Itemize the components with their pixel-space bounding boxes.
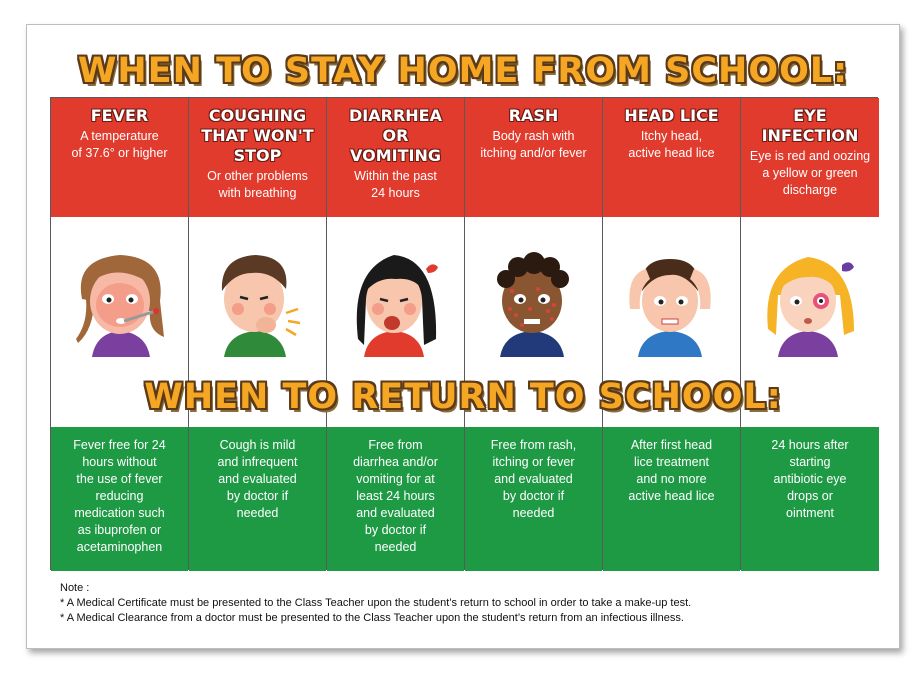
- return-cell: [465, 427, 602, 571]
- return-criteria: Free from rash, itching or fever and evaluated by doctor if needed: [490, 438, 577, 520]
- return-criteria: Free from diarrhea and/or vomiting for at least 24 hours and evaluated by doctor if needed: [353, 438, 438, 554]
- stay-home-title: WHEN TO STAY HOME FROM SCHOOL:: [77, 51, 849, 91]
- condition-header: [189, 98, 326, 217]
- condition-title: HEAD LICE: [624, 106, 719, 125]
- condition-description: Itchy head, active head lice: [628, 129, 715, 160]
- condition-description: Body rash with itching and/or fever: [480, 129, 587, 160]
- column-head-lice: [603, 98, 741, 569]
- condition-description: Or other problems with breathing: [207, 169, 308, 200]
- column-coughing: [189, 98, 327, 569]
- return-cell: [327, 427, 464, 571]
- column-diarrhea-vomiting: [327, 98, 465, 569]
- condition-title: RASH: [508, 106, 559, 125]
- condition-header: [327, 98, 464, 217]
- return-cell: [603, 427, 740, 571]
- condition-title: DIARRHEA OR VOMITING: [349, 106, 442, 165]
- note-line: * A Medical Clearance from a doctor must be presented to the Class Teacher upon the student’s return from an infectious illness.: [60, 612, 684, 624]
- condition-description: A temperature of 37.6° or higher: [71, 129, 168, 160]
- condition-header: [741, 98, 879, 217]
- return-criteria: Fever free for 24 hours without the use of fever reducing medication such as ibuprofen or acetaminophen: [73, 438, 166, 554]
- conditions-grid: [50, 97, 878, 570]
- column-rash: [465, 98, 603, 569]
- condition-title: COUGHING THAT WON'T STOP: [201, 106, 314, 165]
- note-label: Note :: [60, 582, 90, 594]
- column-eye-infection: [741, 98, 879, 569]
- condition-description: Within the past 24 hours: [354, 169, 437, 200]
- return-cell: [741, 427, 879, 571]
- child-coughing-icon: [206, 239, 310, 359]
- child-with-rash-icon: [482, 239, 586, 359]
- poster: [26, 24, 900, 649]
- child-with-eye-infection-icon: [758, 239, 862, 359]
- note-line: * A Medical Certificate must be presented to the Class Teacher upon the student’s return to school in order to take a make-up test.: [60, 597, 692, 609]
- column-fever: [51, 98, 189, 569]
- child-vomiting-icon: [344, 239, 448, 359]
- condition-header: [465, 98, 602, 217]
- condition-header: [51, 98, 188, 217]
- condition-title: FEVER: [90, 106, 149, 125]
- return-to-school-title: WHEN TO RETURN TO SCHOOL:: [144, 377, 782, 417]
- return-criteria: Cough is mild and infrequent and evaluated by doctor if needed: [217, 438, 298, 520]
- condition-title: EYE INFECTION: [761, 106, 859, 145]
- condition-description: Eye is red and oozing a yellow or green discharge: [749, 149, 871, 197]
- child-scratching-head-icon: [620, 239, 724, 359]
- return-cell: [189, 427, 326, 571]
- return-criteria: After first head lice treatment and no more active head lice: [628, 438, 715, 503]
- condition-header: [603, 98, 740, 217]
- child-with-thermometer-icon: [68, 239, 172, 359]
- footnote: [60, 581, 691, 626]
- return-criteria: 24 hours after starting antibiotic eye drops or ointment: [771, 438, 849, 520]
- return-cell: [51, 427, 188, 571]
